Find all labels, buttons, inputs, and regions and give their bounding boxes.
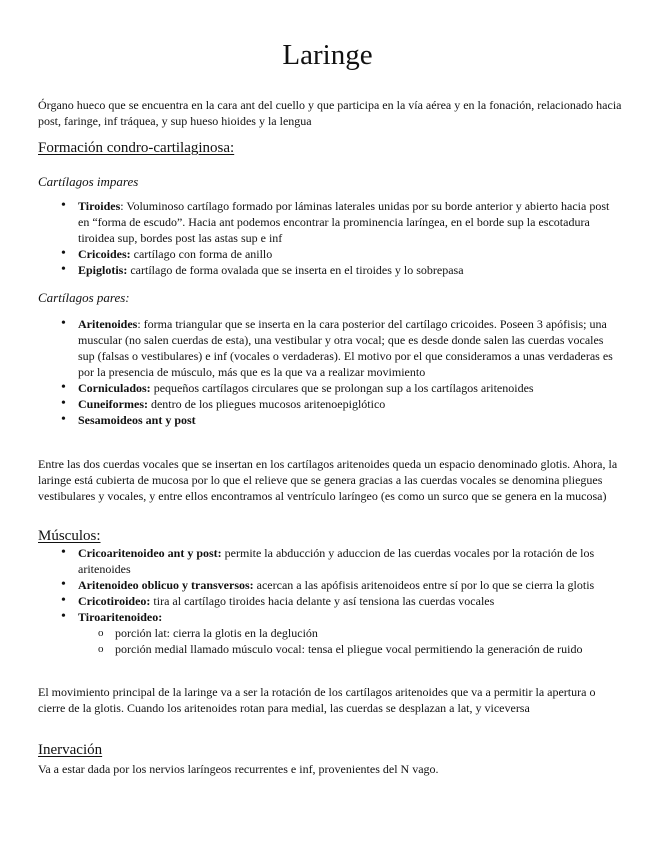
sub-list-item: o porción lat: cierra la glotis en la deglución xyxy=(78,625,623,641)
list-item: • Cuneiformes: dentro de los pliegues mucosos aritenoepiglótico xyxy=(0,396,623,412)
list-item: • Aritenoideo oblicuo y transversos: acercan a las apófisis aritenoideos entre sí por lo que se cierra la glotis xyxy=(0,577,623,593)
musculos-list xyxy=(0,545,623,657)
inervacion-paragraph: Va a estar dada por los nervios laríngeos recurrentes e inf, provenientes del N vago. xyxy=(38,762,439,776)
heading-musculos: Músculos: xyxy=(38,528,101,544)
page-title: Laringe xyxy=(282,39,373,71)
tiroaritenoideo-sublist xyxy=(78,625,623,657)
list-item: • Cricotiroideo: tira al cartílago tiroides hacia delante y así tensiona las cuerdas vocales xyxy=(0,593,623,609)
list-item: • Cricoaritenoideo ant y post: permite la abducción y aduccion de las cuerdas vocales por la rotación de los aritenoides xyxy=(0,545,623,577)
subheading-impares: Cartílagos impares xyxy=(38,174,139,189)
list-item: • Aritenoides: forma triangular que se inserta en la cara posterior del cartílago cricoides. Poseen 3 apófisis; una muscular (no salen cuerdas de esta), una vestibular y otra vocal; que es desde donde salen las cuerdas vocales sup (falsas o vestibulares) e inf (vocales o verdaderas). El motivo por el que consideramos a unas verdaderas es por la presencia de músculo, más que es la que va a realizar movimiento xyxy=(0,316,623,380)
impares-list xyxy=(0,198,623,278)
pares-list xyxy=(0,316,623,428)
movement-paragraph: El movimiento principal de la laringe va a ser la rotación de los cartílagos aritenoides que va a permitir la apertura o cierre de la glotis. Cuando los aritenoides rotan para medial, las cuerdas se desplazan a lat, y viceversa xyxy=(38,685,596,715)
sub-list-item: o porción medial llamado músculo vocal: tensa el pliegue vocal permitiendo la generación de ruido xyxy=(78,641,623,657)
list-item: • Tiroaritenoideo: o porción lat: cierra la glotis en la deglución o porción medial llamado músculo vocal: tensa el pliegue vocal permitiendo la generación de ruido xyxy=(0,609,623,657)
list-item: • Tiroides: Voluminoso cartílago formado por láminas laterales unidas por su borde anterior y abierto hacia post en “forma de escudo”. Hacia ant podemos encontrar la prominencia laríngea, en el borde sup la escotadura tiroidea sup, bordes post las astas sup e inf xyxy=(0,198,623,246)
subheading-pares: Cartílagos pares: xyxy=(38,290,130,305)
list-item: • Corniculados: pequeños cartílagos circulares que se prolongan sup a los cartílagos aritenoides xyxy=(0,380,623,396)
heading-formacion: Formación condro-cartilaginosa: xyxy=(38,140,235,156)
intro-paragraph: Órgano hueco que se encuentra en la cara ant del cuello y que participa en la vía aérea y en la fonación, relacionado hacia post, faringe, inf tráquea, y sup hueso hioides y la lengua xyxy=(38,98,622,128)
glotis-paragraph: Entre las dos cuerdas vocales que se insertan en los cartílagos aritenoides queda un espacio denominado glotis. Ahora, la laringe está cubierta de mucosa por lo que el relieve que se genera gracias a las cuerdas vocales se denomina pliegues vestibulares y vocales, y entre ellos encontramos al ventrículo laríngeo (es como un surco que se genera en la mucosa) xyxy=(38,457,618,503)
heading-inervacion: Inervación xyxy=(38,742,103,758)
list-item: • Epiglotis: cartílago de forma ovalada que se inserta en el tiroides y lo sobrepasa xyxy=(0,262,623,278)
list-item: • Cricoides: cartílago con forma de anillo xyxy=(0,246,623,262)
list-item: • Sesamoideos ant y post xyxy=(0,412,623,428)
